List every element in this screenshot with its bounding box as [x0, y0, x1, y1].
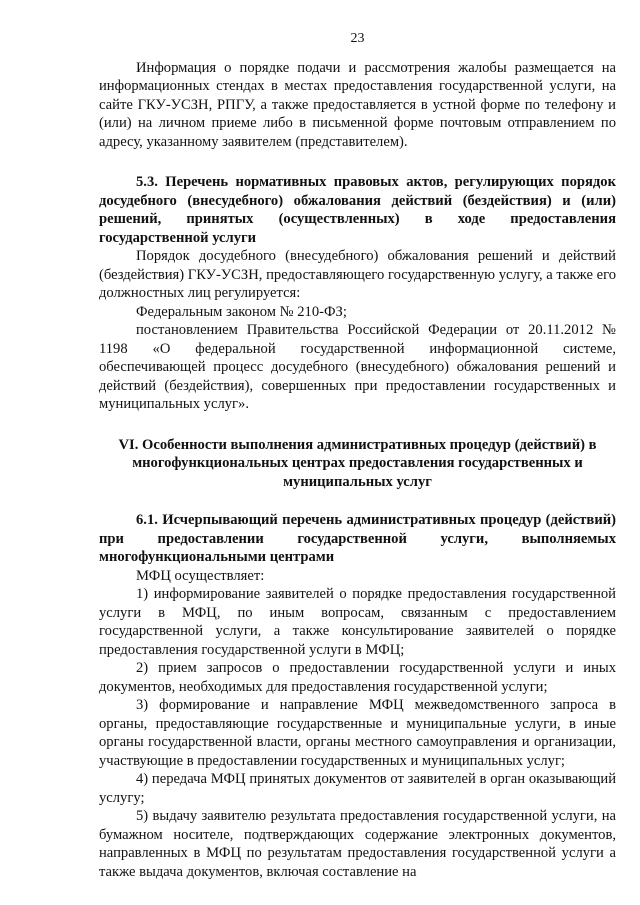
chapter-6-heading: VI. Особенности выполнения административных процедур (действий) в многофункциональных центрах предоставления государственных и муниципальных услуг	[118, 436, 597, 490]
page-number: 23	[350, 31, 365, 46]
complaint-info-paragraph: Информация о порядке подачи и рассмотрения жалобы размещается на информационных стендах в местах предоставления государственной услуги, на сайте ГКУ-УСЗН, РПГУ, а также предоставляется в устной форме по телефону и (или) на личном приеме либо в письменной форме почтовым отправлением по адресу, указанному заявителем (представителем).	[99, 59, 616, 150]
section-6-1-heading: 6.1. Исчерпывающий перечень административных процедур (действий) при предоставлении государственной услуги, выполняемых многофункциональными центрами	[99, 512, 616, 565]
list-item-2: 2) прием запросов о предоставлении государственной услуги и иных документов, необходимых для предоставления государственной услуги;	[99, 660, 616, 695]
list-item-3: 3) формирование и направление МФЦ межведомственного запроса в органы, предоставляющие государственные и муниципальные услуги, в иные органы государственной власти, органы местного самоуправления и организации, участвующие в предоставлении государственных и муниципальных услуг;	[99, 697, 616, 769]
section-5-3-heading: 5.3. Перечень нормативных правовых актов, регулирующих порядок досудебного (внесудебного) обжалования действий (бездействия) и (или) решений, принятых (осуществленных) в ходе предоставления государственной услуги	[99, 174, 616, 246]
government-decree-paragraph: постановлением Правительства Российской Федерации от 20.11.2012 № 1198 «О федеральной государственной информационной системе, обеспечивающей процесс досудебного (внесудебного) обжалования решений и действий (бездействия), совершенных при предоставлении государственных и муниципальных услуг».	[99, 322, 616, 412]
federal-law-paragraph: Федеральным законом № 210-ФЗ;	[136, 303, 347, 320]
list-item-1: 1) информирование заявителей о порядке предоставления государственной услуги в МФЦ, по иным вопросам, связанным с предоставлением государственной услуги, а также консультирование заявителей о порядке предоставления государственной услуги в МФЦ;	[99, 586, 616, 658]
procedure-regulation-paragraph: Порядок досудебного (внесудебного) обжалования решений и действий (бездействия) ГКУ-УСЗН, предоставляющего государственную услугу, а также его должностных лиц регулируется:	[99, 248, 616, 301]
list-item-4: 4) передача МФЦ принятых документов от заявителей в орган оказывающий услугу;	[99, 771, 616, 806]
document-page	[99, 30, 616, 881]
list-item-5: 5) выдачу заявителю результата предоставления государственной услуги, на бумажном носителе, подтверждающих содержание электронных документов, направленных в МФЦ по результатам предоставления государственной услуги а также выдача документов, включая составление на	[99, 808, 616, 880]
mfc-performs-paragraph: МФЦ осуществляет:	[136, 567, 265, 584]
